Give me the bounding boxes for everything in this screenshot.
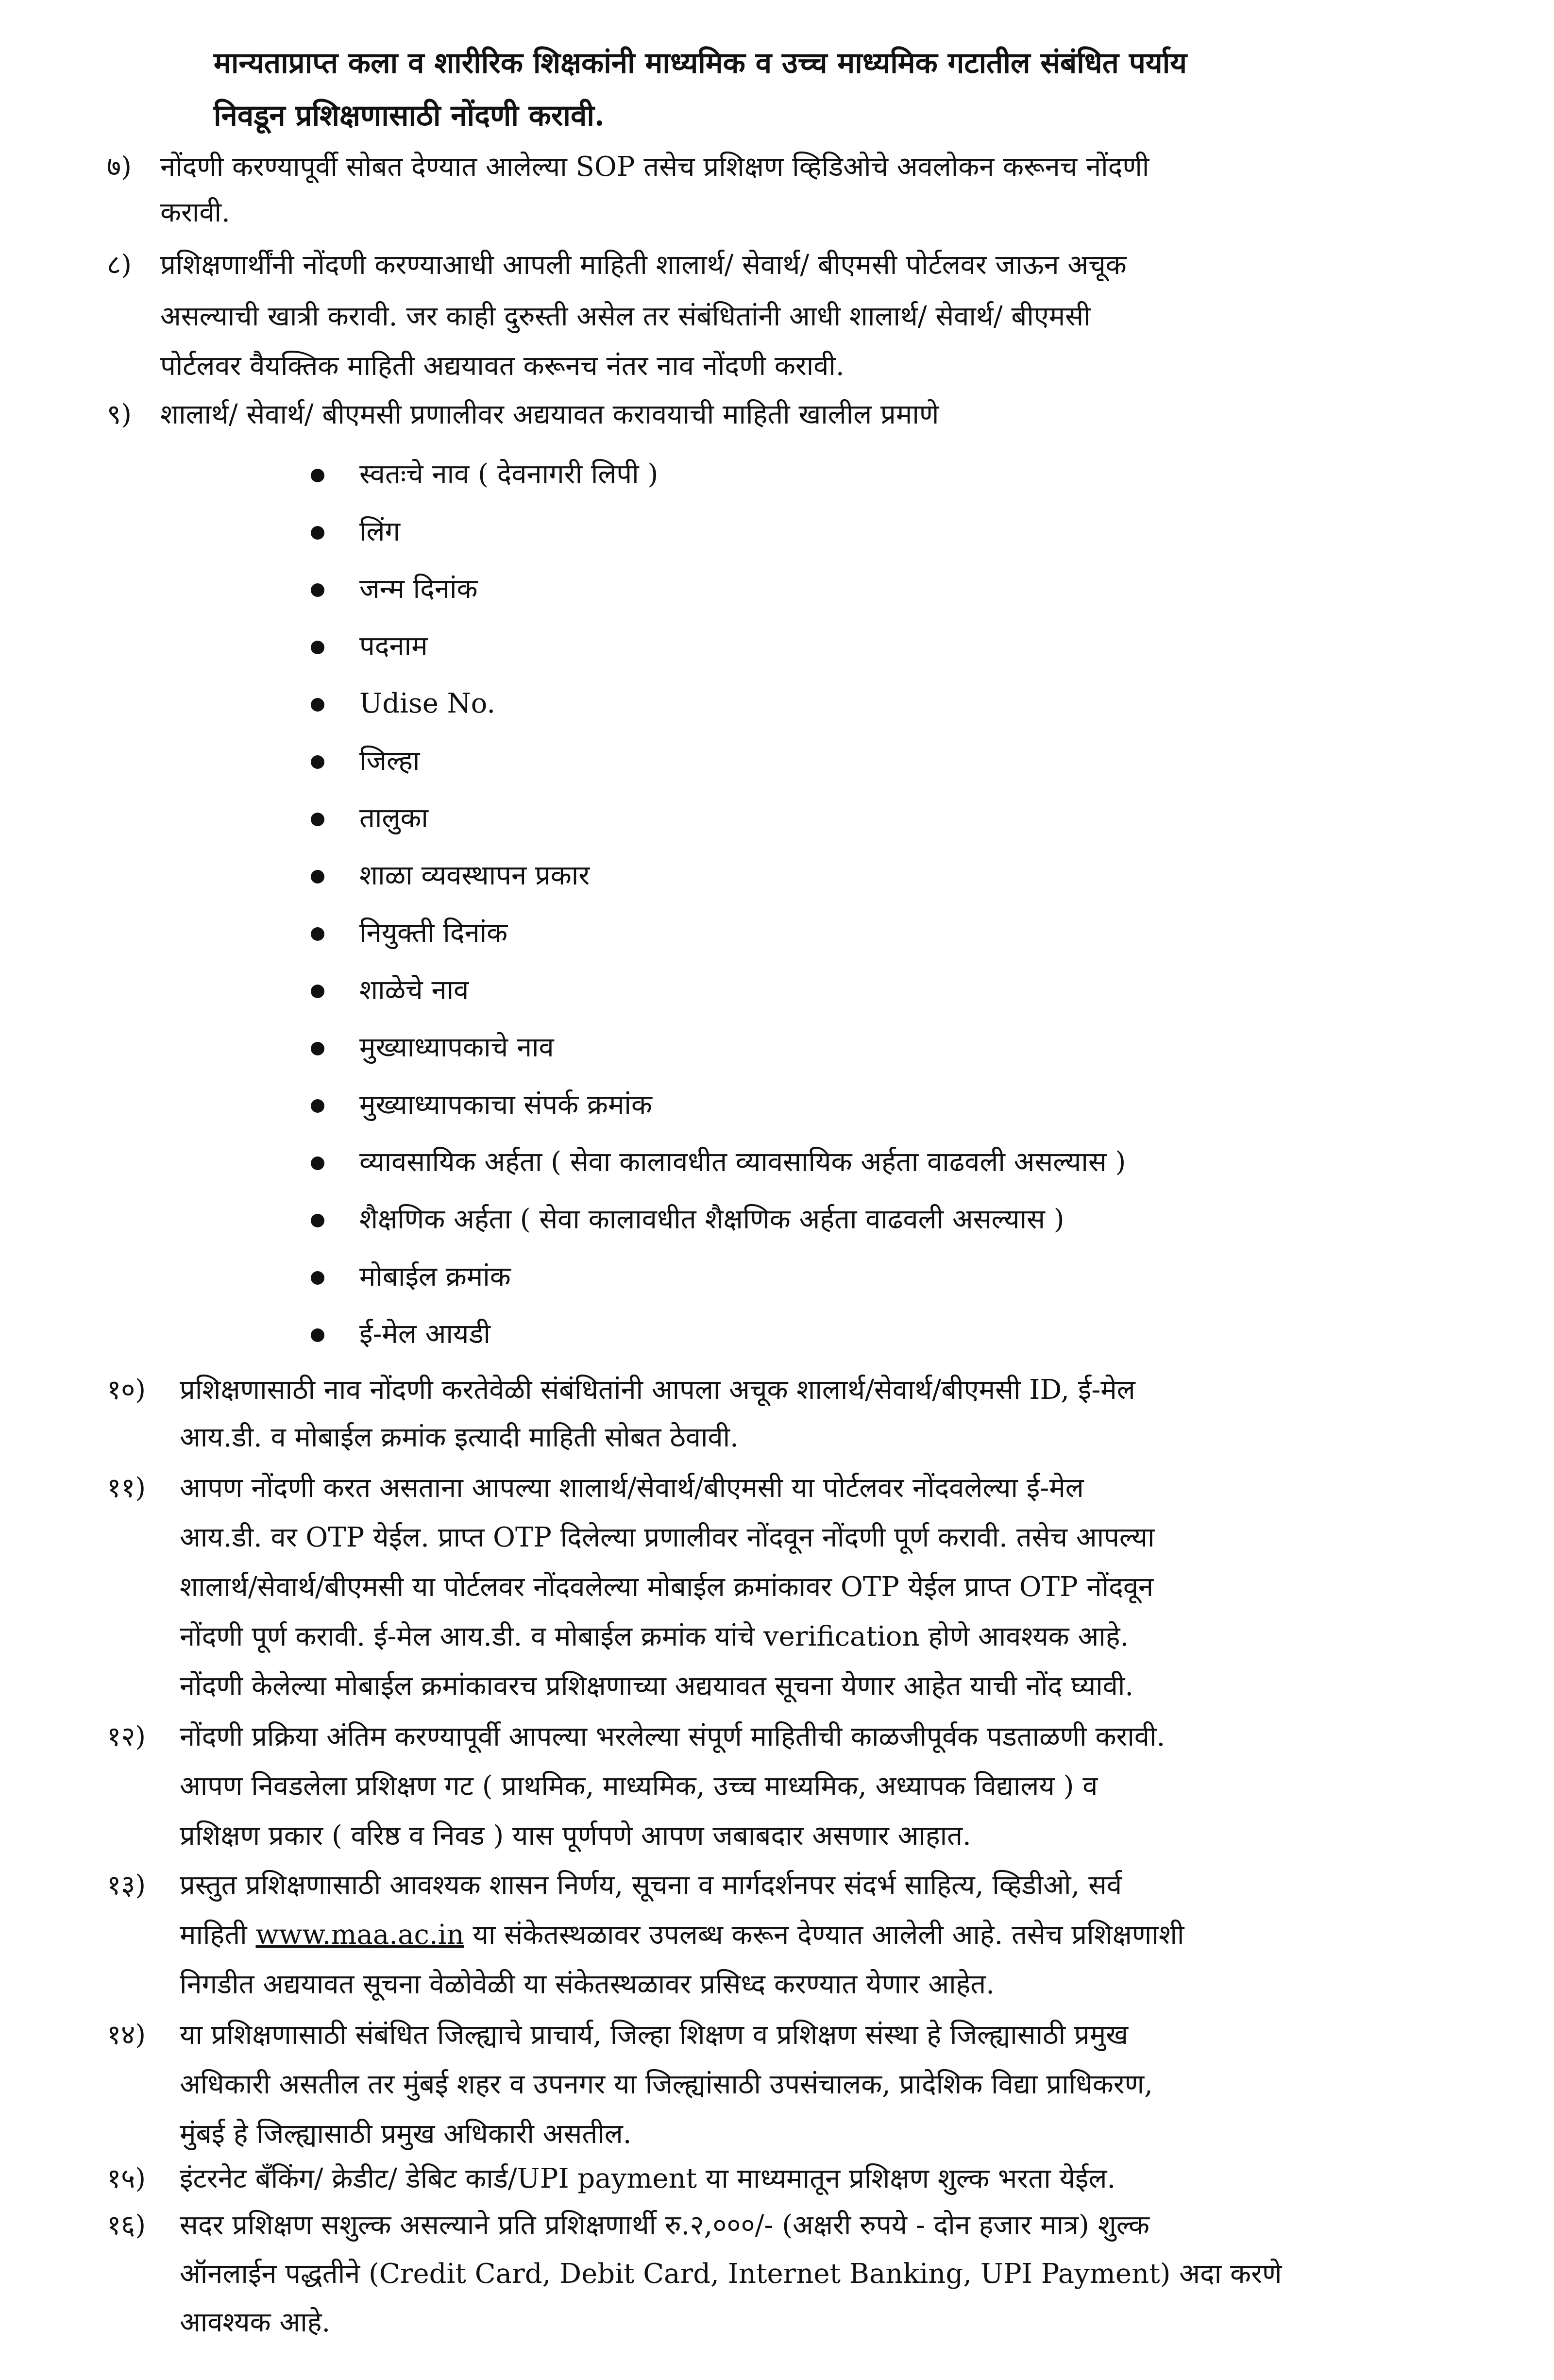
item-14-number: १४) bbox=[107, 2019, 146, 2051]
bullet-icon bbox=[311, 1214, 324, 1227]
item-14-line: मुंबई हे जिल्ह्यासाठी प्रमुख अधिकारी असतील. bbox=[180, 2118, 632, 2150]
item-14-line: अधिकारी असतील तर मुंबई शहर व उपनगर या जिल्ह्यांसाठी उपसंचालक, प्रादेशिक विद्या प्राधिकरण, bbox=[180, 2069, 1153, 2100]
bullet-icon bbox=[311, 985, 324, 998]
bullet-icon bbox=[311, 1042, 324, 1055]
bullet-icon bbox=[311, 813, 324, 826]
item-16-line: आवश्यक आहे. bbox=[180, 2307, 331, 2338]
item-10-line: आय.डी. व मोबाईल क्रमांक इत्यादी माहिती सोबत ठेवावी. bbox=[180, 1422, 739, 1453]
item-16-line: सदर प्रशिक्षण सशुल्क असल्याने प्रति प्रशिक्षणार्थी रु.२,०००/- (अक्षरी रुपये - दोन हजार मात्र) शुल्क bbox=[180, 2210, 1150, 2241]
item-7-line: करावी. bbox=[160, 197, 230, 228]
item-14-line: या प्रशिक्षणासाठी संबंधित जिल्ह्याचे प्राचार्य, जिल्हा शिक्षण व प्रशिक्षण संस्था हे जिल्ह्यासाठी प्रमुख bbox=[180, 2019, 1129, 2051]
item-11-line: आपण नोंदणी करत असताना आपल्या शालार्थ/सेवार्थ/बीएमसी या पोर्टलवर नोंदवलेल्या ई-मेल bbox=[180, 1472, 1084, 1504]
item-11-line: शालार्थ/सेवार्थ/बीएमसी या पोर्टलवर नोंदवलेल्या मोबाईल क्रमांकावर OTP येईल प्राप्त OTP नोंदवून bbox=[180, 1571, 1154, 1603]
heading-line-2: निवडून प्रशिक्षणासाठी नोंदणी करावी. bbox=[214, 99, 605, 133]
bullet-icon bbox=[311, 469, 324, 482]
item-15-line: इंटरनेट बँकिंग/ क्रेडीट/ डेबिट कार्ड/UPI payment या माध्यमातून प्रशिक्षण शुल्क भरता येईल. bbox=[180, 2163, 1116, 2194]
item-9-intro: शालार्थ/ सेवार्थ/ बीएमसी प्रणालीवर अद्ययावत करावयाची माहिती खालील प्रमाणे bbox=[160, 399, 939, 430]
item-12-line: नोंदणी प्रक्रिया अंतिम करण्यापूर्वी आपल्या भरलेल्या संपूर्ण माहितीची काळजीपूर्वक पडताळणी करावी. bbox=[180, 1721, 1166, 1752]
item-12-number: १२) bbox=[107, 1721, 146, 1752]
item-8-line: पोर्टलवर वैयक्तिक माहिती अद्ययावत करूनच नंतर नाव नोंदणी करावी. bbox=[160, 350, 845, 382]
item-16-number: १६) bbox=[107, 2210, 146, 2241]
item-7-number: ७) bbox=[107, 151, 132, 183]
item-8-line: प्रशिक्षणार्थींनी नोंदणी करण्याआधी आपली माहिती शालार्थ/ सेवार्थ/ बीएमसी पोर्टलवर जाऊन अचूक bbox=[160, 249, 1127, 281]
heading-line-1: मान्यताप्राप्त कला व शारीरिक शिक्षकांनी माध्यमिक व उच्च माध्यमिक गटातील संबंधित पर्याय bbox=[214, 46, 1187, 80]
item-15-number: १५) bbox=[107, 2163, 146, 2194]
item-12-line: आपण निवडलेला प्रशिक्षण गट ( प्राथमिक, माध्यमिक, उच्च माध्यमिक, अध्यापक विद्यालय ) व bbox=[180, 1770, 1098, 1802]
bullet-icon bbox=[311, 927, 324, 941]
item-13-line: निगडीत अद्ययावत सूचना वेळोवेळी या संकेतस्थळावर प्रसिध्द करण्यात येणार आहेत. bbox=[180, 1969, 995, 2000]
item-7-line: नोंदणी करण्यापूर्वी सोबत देण्यात आलेल्या SOP तसेच प्रशिक्षण व्हिडिओचे अवलोकन करूनच नोंदणी bbox=[160, 151, 1149, 183]
bullet-icon bbox=[311, 755, 324, 769]
document-page: मान्यताप्राप्त कला व शारीरिक शिक्षकांनी माध्यमिक व उच्च माध्यमिक गटातील संबंधित पर्याय निवडून प्रशिक्षणासाठी नोंदणी करावी. ७) नोंदणी करण्यापूर्वी सोबत देण्यात आलेल्या SOP तसेच प्रशिक्षण व्हिडिओचे अवलोकन करूनच नोंदणी करावी. ८) प्रशिक्षणार्थींनी नोंदणी करण्याआधी आपली माहिती शालार्थ/ सेवार्थ/ बीएमसी पोर्टलवर जाऊन अचूक असल्याची खात्री करावी. जर काही दुरुस्ती असेल तर संबंधितांनी आधी शालार्थ/ सेवार्थ/ बीएमसी पोर्टलवर वैयक्तिक माहिती अद्ययावत करूनच नंतर नाव नोंदणी करावी. ९) शालार्थ/ सेवार्थ/ बीएमसी प्रणालीवर अद्ययावत करावयाची माहिती खालील प्रमाणे स्वतःचे नाव ( देवनागरी लिपी ) लिंग जन्म दिनांक पदनाम Udise No. जिल्हा तालुका शाळा व्यवस्थापन प्रकार नियुक्ती दिनांक शाळेचे नाव मुख्याध्यापकाचे नाव मुख्याध्यापकाचा संपर्क क्रमांक व्यावसायिक अर्हता ( सेवा कालावधीत व्यावसायिक अर्हता वाढवली असल्यास ) शैक्षणिक अर्हता ( सेवा कालावधीत शैक्षणिक अर्हता वाढवली असल्यास ) मोबाईल क्रमांक ई-मेल आयडी १०) प्रशिक्षणासाठी नाव नोंदणी करतेवेळी संबंधितांनी आपला अचूक शालार्थ/सेवार्थ/बीएमसी ID, ई-मेल आय.डी. व मोबाईल क्रमांक इत्यादी माहिती सोबत ठेवावी. ११) आपण नोंदणी करत असताना आपल्या शालार्थ/सेवार्थ/बीएमसी या पोर्टलवर नोंदवलेल्या ई-मेल आय.डी. वर OTP येईल. प्राप्त OTP दिलेल्या प्रणालीवर नोंदवून नोंदणी पूर्ण करावी. तसेच आपल्या शालार्थ/सेवार्थ/बीएमसी या पोर्टलवर नोंदवलेल्या मोबाईल क्रमांकावर OTP येईल प्राप्त OTP नोंदवून नोंदणी पूर्ण करावी. ई-मेल आय.डी. व मोबाईल क्रमांक यांचे verification होणे आवश्यक आहे. नोंदणी केलेल्या मोबाईल क्रमांकावरच प्रशिक्षणाच्या अद्ययावत सूचना येणार आहेत याची नोंद घ्यावी. १२) नोंदणी प्रक्रिया अंतिम करण्यापूर्वी आपल्या भरलेल्या संपूर्ण माहितीची काळजीपूर्वक पडताळणी करावी. आपण निवडलेला प्रशिक्षण गट ( प्राथमिक, माध्यमिक, उच्च माध्यमिक, अध्यापक विद्यालय ) व प्रशिक्षण प्रकार ( वरिष्ठ व निवड ) यास पूर्णपणे आपण जबाबदार असणार आहात. १३) प्रस्तुत प्रशिक्षणासाठी आवश्यक शासन निर्णय, सूचना व मार्गदर्शनपर संदर्भ साहित्य, व्हिडीओ, सर्व माहिती www.maa.ac.in या संकेतस्थळावर उपलब्ध करून देण्यात आलेली आहे. तसेच प्रशिक्षणाशी निगडीत अद्ययावत सूचना वेळोवेळी या संकेतस्थळावर प्रसिध्द करण्यात येणार आहेत. १४) या प्रशिक्षणासाठी संबंधित जिल्ह्याचे प्राचार्य, जिल्हा शिक्षण व प्रशिक्षण संस्था हे जिल्ह्यासाठी प्रमुख अधिकारी असतील तर मुंबई शहर व उपनगर या जिल्ह्यांसाठी उपसंचालक, प्रादेशिक विद्या प्राधिकरण, मुंबई हे जिल्ह्यासाठी प्रमुख अधिकारी असतील. १५) इंटरनेट बँकिंग/ क्रेडीट/ डेबिट कार्ड/UPI payment या माध्यमातून प्रशिक्षण शुल्क भरता येईल. १६) सदर प्रशिक्षण सशुल्क असल्याने प्रति प्रशिक्षणार्थी रु.२,०००/- (अक्षरी रुपये - दोन हजार मात्र) शुल्क ऑनलाईन पद्धतीने (Credit Card, Debit Card, Internet Banking, UPI Payment) अदा करणे आवश्यक आहे. bbox=[0, 0, 1554, 2380]
bullet-icon bbox=[311, 526, 324, 540]
item-8-number: ८) bbox=[107, 249, 132, 281]
bullet-icon bbox=[311, 870, 324, 884]
bullet-icon bbox=[311, 1099, 324, 1113]
bullet-icon bbox=[311, 1271, 324, 1285]
website-link[interactable]: www.maa.ac.in bbox=[255, 1919, 464, 1951]
item-16-line: ऑनलाईन पद्धतीने (Credit Card, Debit Card, Internet Banking, UPI Payment) अदा करणे bbox=[180, 2258, 1282, 2290]
item-13-line: प्रस्तुत प्रशिक्षणासाठी आवश्यक शासन निर्णय, सूचना व मार्गदर्शनपर संदर्भ साहित्य, व्हिडीओ, सर्व bbox=[180, 1870, 1122, 1901]
item-8-line: असल्याची खात्री करावी. जर काही दुरुस्ती असेल तर संबंधितांनी आधी शालार्थ/ सेवार्थ/ बीएमसी bbox=[160, 301, 1091, 332]
item-9-number: ९) bbox=[107, 399, 132, 430]
item-10-number: १०) bbox=[107, 1374, 146, 1406]
bullet-icon bbox=[311, 1156, 324, 1170]
item-11-line: आय.डी. वर OTP येईल. प्राप्त OTP दिलेल्या प्रणालीवर नोंदवून नोंदणी पूर्ण करावी. तसेच आपल्या bbox=[180, 1522, 1155, 1553]
item-10-line: प्रशिक्षणासाठी नाव नोंदणी करतेवेळी संबंधितांनी आपला अचूक शालार्थ/सेवार्थ/बीएमसी ID, ई-मेल bbox=[180, 1374, 1135, 1406]
item-11-number: ११) bbox=[107, 1472, 146, 1504]
bullet-icon bbox=[311, 583, 324, 597]
bullet-icon bbox=[311, 641, 324, 654]
item-11-line: नोंदणी पूर्ण करावी. ई-मेल आय.डी. व मोबाईल क्रमांक यांचे verification होणे आवश्यक आहे. bbox=[180, 1621, 1129, 1652]
item-11-line: नोंदणी केलेल्या मोबाईल क्रमांकावरच प्रशिक्षणाच्या अद्ययावत सूचना येणार आहेत याची नोंद घ्यावी. bbox=[180, 1670, 1134, 1702]
item-12-line: प्रशिक्षण प्रकार ( वरिष्ठ व निवड ) यास पूर्णपणे आपण जबाबदार असणार आहात. bbox=[180, 1820, 971, 1852]
bullet-icon bbox=[311, 1328, 324, 1342]
item-13-line: माहिती www.maa.ac.in या संकेतस्थळावर उपलब्ध करून देण्यात आलेली आहे. तसेच प्रशिक्षणाशी bbox=[180, 1919, 1184, 1951]
item-13-number: १३) bbox=[107, 1870, 146, 1901]
bullet-icon bbox=[311, 698, 324, 712]
